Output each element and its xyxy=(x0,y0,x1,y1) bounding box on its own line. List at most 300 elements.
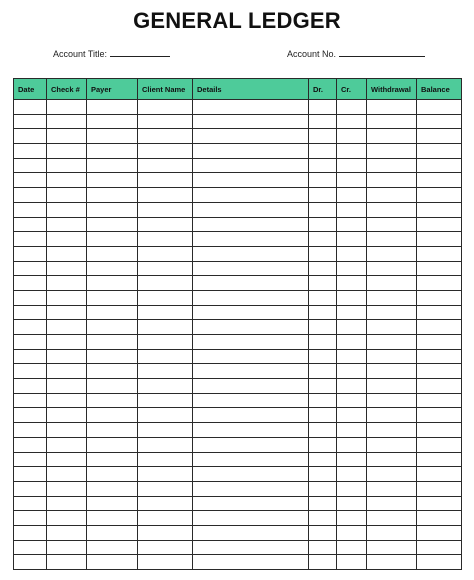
table-cell[interactable] xyxy=(14,496,47,511)
table-cell[interactable] xyxy=(193,555,309,570)
table-cell[interactable] xyxy=(417,188,462,203)
table-cell[interactable] xyxy=(138,481,193,496)
table-cell[interactable] xyxy=(309,246,337,261)
table-row xyxy=(14,481,462,496)
table-cell[interactable] xyxy=(138,437,193,452)
table-cell[interactable] xyxy=(193,540,309,555)
table-cell[interactable] xyxy=(14,364,47,379)
table-cell[interactable] xyxy=(367,202,417,217)
table-cell[interactable] xyxy=(309,158,337,173)
table-cell[interactable] xyxy=(337,496,367,511)
table-cell[interactable] xyxy=(138,525,193,540)
table-cell[interactable] xyxy=(14,246,47,261)
table-cell[interactable] xyxy=(337,423,367,438)
table-cell[interactable] xyxy=(367,320,417,335)
table-cell[interactable] xyxy=(138,144,193,159)
table-cell[interactable] xyxy=(367,452,417,467)
table-cell[interactable] xyxy=(47,217,87,232)
table-cell[interactable] xyxy=(309,188,337,203)
table-row xyxy=(14,261,462,276)
table-cell[interactable] xyxy=(337,379,367,394)
table-cell[interactable] xyxy=(367,144,417,159)
table-cell[interactable] xyxy=(87,129,138,144)
table-cell[interactable] xyxy=(193,437,309,452)
table-cell[interactable] xyxy=(14,158,47,173)
table-cell[interactable] xyxy=(87,540,138,555)
table-cell[interactable] xyxy=(47,129,87,144)
table-row xyxy=(14,540,462,555)
table-cell[interactable] xyxy=(193,481,309,496)
table-cell[interactable] xyxy=(309,173,337,188)
table-cell[interactable] xyxy=(47,540,87,555)
table-cell[interactable] xyxy=(47,525,87,540)
table-cell[interactable] xyxy=(367,481,417,496)
table-row xyxy=(14,129,462,144)
table-cell[interactable] xyxy=(417,408,462,423)
table-cell[interactable] xyxy=(337,246,367,261)
table-cell[interactable] xyxy=(87,188,138,203)
table-cell[interactable] xyxy=(87,173,138,188)
table-cell[interactable] xyxy=(14,467,47,482)
table-cell[interactable] xyxy=(367,555,417,570)
table-cell[interactable] xyxy=(367,246,417,261)
table-cell[interactable] xyxy=(138,511,193,526)
table-cell[interactable] xyxy=(47,555,87,570)
table-cell[interactable] xyxy=(14,129,47,144)
table-cell[interactable] xyxy=(14,452,47,467)
table-cell[interactable] xyxy=(138,408,193,423)
table-cell[interactable] xyxy=(47,320,87,335)
table-cell[interactable] xyxy=(14,437,47,452)
table-cell[interactable] xyxy=(417,467,462,482)
table-cell[interactable] xyxy=(138,290,193,305)
table-cell[interactable] xyxy=(193,232,309,247)
table-cell[interactable] xyxy=(138,496,193,511)
table-cell[interactable] xyxy=(14,144,47,159)
table-cell[interactable] xyxy=(193,393,309,408)
table-cell[interactable] xyxy=(367,496,417,511)
table-cell[interactable] xyxy=(309,276,337,291)
table-cell[interactable] xyxy=(138,276,193,291)
table-cell[interactable] xyxy=(138,305,193,320)
table-cell[interactable] xyxy=(193,114,309,129)
table-cell[interactable] xyxy=(417,173,462,188)
table-cell[interactable] xyxy=(87,232,138,247)
table-cell[interactable] xyxy=(87,481,138,496)
table-row xyxy=(14,100,462,115)
table-cell[interactable] xyxy=(14,335,47,350)
table-cell[interactable] xyxy=(367,173,417,188)
table-cell[interactable] xyxy=(309,202,337,217)
table-cell[interactable] xyxy=(14,217,47,232)
account-no-blank[interactable] xyxy=(339,47,425,57)
table-cell[interactable] xyxy=(87,202,138,217)
table-cell[interactable] xyxy=(337,276,367,291)
table-cell[interactable] xyxy=(367,114,417,129)
table-cell[interactable] xyxy=(193,335,309,350)
table-cell[interactable] xyxy=(87,467,138,482)
table-cell[interactable] xyxy=(193,100,309,115)
table-cell[interactable] xyxy=(337,290,367,305)
table-cell[interactable] xyxy=(138,555,193,570)
table-cell[interactable] xyxy=(47,408,87,423)
table-cell[interactable] xyxy=(138,349,193,364)
table-cell[interactable] xyxy=(337,408,367,423)
table-cell[interactable] xyxy=(367,100,417,115)
table-cell[interactable] xyxy=(14,202,47,217)
table-cell[interactable] xyxy=(309,525,337,540)
table-cell[interactable] xyxy=(417,232,462,247)
table-cell[interactable] xyxy=(367,423,417,438)
table-cell[interactable] xyxy=(193,202,309,217)
table-cell[interactable] xyxy=(337,393,367,408)
table-cell[interactable] xyxy=(193,129,309,144)
table-cell[interactable] xyxy=(417,217,462,232)
table-cell[interactable] xyxy=(309,335,337,350)
table-cell[interactable] xyxy=(193,408,309,423)
table-cell[interactable] xyxy=(309,437,337,452)
table-cell[interactable] xyxy=(417,320,462,335)
table-cell[interactable] xyxy=(309,393,337,408)
table-cell[interactable] xyxy=(14,511,47,526)
table-cell[interactable] xyxy=(337,525,367,540)
table-cell[interactable] xyxy=(47,232,87,247)
table-cell[interactable] xyxy=(367,437,417,452)
table-cell[interactable] xyxy=(14,481,47,496)
table-cell[interactable] xyxy=(367,290,417,305)
table-cell[interactable] xyxy=(14,261,47,276)
table-cell[interactable] xyxy=(14,276,47,291)
table-cell[interactable] xyxy=(14,305,47,320)
table-cell[interactable] xyxy=(193,173,309,188)
table-cell[interactable] xyxy=(87,305,138,320)
table-cell[interactable] xyxy=(87,393,138,408)
account-title-blank[interactable] xyxy=(110,47,170,57)
table-cell[interactable] xyxy=(47,393,87,408)
table-cell[interactable] xyxy=(138,452,193,467)
table-cell[interactable] xyxy=(47,437,87,452)
table-cell[interactable] xyxy=(14,555,47,570)
table-cell[interactable] xyxy=(309,114,337,129)
table-cell[interactable] xyxy=(417,129,462,144)
table-cell[interactable] xyxy=(367,364,417,379)
table-cell[interactable] xyxy=(193,467,309,482)
table-cell[interactable] xyxy=(138,114,193,129)
table-cell[interactable] xyxy=(87,144,138,159)
table-cell[interactable] xyxy=(309,481,337,496)
table-cell[interactable] xyxy=(87,158,138,173)
table-cell[interactable] xyxy=(367,467,417,482)
table-cell[interactable] xyxy=(87,496,138,511)
table-cell[interactable] xyxy=(14,173,47,188)
table-cell[interactable] xyxy=(14,393,47,408)
table-cell[interactable] xyxy=(138,217,193,232)
table-cell[interactable] xyxy=(309,496,337,511)
table-cell[interactable] xyxy=(87,114,138,129)
table-cell[interactable] xyxy=(309,511,337,526)
table-cell[interactable] xyxy=(87,423,138,438)
table-cell[interactable] xyxy=(337,217,367,232)
table-cell[interactable] xyxy=(193,261,309,276)
table-cell[interactable] xyxy=(14,290,47,305)
table-cell[interactable] xyxy=(309,467,337,482)
table-cell[interactable] xyxy=(367,276,417,291)
table-cell[interactable] xyxy=(417,158,462,173)
table-cell[interactable] xyxy=(417,276,462,291)
table-cell[interactable] xyxy=(47,100,87,115)
table-cell[interactable] xyxy=(367,408,417,423)
table-cell[interactable] xyxy=(138,423,193,438)
table-cell[interactable] xyxy=(337,437,367,452)
table-cell[interactable] xyxy=(193,144,309,159)
table-cell[interactable] xyxy=(193,188,309,203)
table-cell[interactable] xyxy=(309,261,337,276)
table-row xyxy=(14,467,462,482)
table-cell[interactable] xyxy=(309,100,337,115)
table-cell[interactable] xyxy=(14,349,47,364)
table-cell[interactable] xyxy=(193,290,309,305)
table-cell[interactable] xyxy=(47,276,87,291)
table-cell[interactable] xyxy=(87,452,138,467)
table-cell[interactable] xyxy=(417,364,462,379)
table-cell[interactable] xyxy=(417,555,462,570)
table-cell[interactable] xyxy=(138,261,193,276)
table-cell[interactable] xyxy=(47,379,87,394)
table-cell[interactable] xyxy=(87,276,138,291)
table-cell[interactable] xyxy=(47,467,87,482)
table-cell[interactable] xyxy=(417,202,462,217)
table-cell[interactable] xyxy=(337,305,367,320)
table-cell[interactable] xyxy=(367,188,417,203)
table-cell[interactable] xyxy=(367,379,417,394)
table-cell[interactable] xyxy=(193,379,309,394)
table-cell[interactable] xyxy=(337,173,367,188)
table-cell[interactable] xyxy=(309,129,337,144)
table-cell[interactable] xyxy=(337,144,367,159)
table-cell[interactable] xyxy=(47,173,87,188)
table-cell[interactable] xyxy=(417,144,462,159)
table-cell[interactable] xyxy=(47,246,87,261)
table-cell[interactable] xyxy=(138,467,193,482)
table-cell[interactable] xyxy=(417,423,462,438)
table-cell[interactable] xyxy=(417,305,462,320)
table-cell[interactable] xyxy=(47,349,87,364)
table-cell[interactable] xyxy=(309,379,337,394)
table-cell[interactable] xyxy=(87,525,138,540)
table-cell[interactable] xyxy=(193,320,309,335)
table-cell[interactable] xyxy=(138,393,193,408)
table-cell[interactable] xyxy=(138,364,193,379)
table-cell[interactable] xyxy=(87,379,138,394)
table-cell[interactable] xyxy=(309,320,337,335)
table-cell[interactable] xyxy=(193,217,309,232)
table-cell[interactable] xyxy=(367,158,417,173)
table-cell[interactable] xyxy=(138,540,193,555)
table-cell[interactable] xyxy=(337,364,367,379)
table-cell[interactable] xyxy=(337,188,367,203)
table-cell[interactable] xyxy=(337,100,367,115)
table-cell[interactable] xyxy=(47,481,87,496)
account-title-label: Account Title: xyxy=(53,49,108,59)
table-cell[interactable] xyxy=(14,114,47,129)
table-cell[interactable] xyxy=(138,232,193,247)
table-cell[interactable] xyxy=(193,276,309,291)
table-cell[interactable] xyxy=(367,335,417,350)
table-cell[interactable] xyxy=(337,481,367,496)
table-cell[interactable] xyxy=(367,511,417,526)
table-cell[interactable] xyxy=(309,232,337,247)
table-cell[interactable] xyxy=(87,511,138,526)
table-cell[interactable] xyxy=(87,364,138,379)
table-cell[interactable] xyxy=(14,408,47,423)
table-cell[interactable] xyxy=(337,202,367,217)
table-cell[interactable] xyxy=(309,423,337,438)
table-cell[interactable] xyxy=(138,188,193,203)
table-cell[interactable] xyxy=(367,349,417,364)
table-cell[interactable] xyxy=(47,305,87,320)
table-cell[interactable] xyxy=(47,423,87,438)
table-cell[interactable] xyxy=(309,555,337,570)
table-cell[interactable] xyxy=(47,261,87,276)
table-cell[interactable] xyxy=(337,467,367,482)
table-cell[interactable] xyxy=(14,188,47,203)
table-cell[interactable] xyxy=(417,335,462,350)
table-cell[interactable] xyxy=(138,173,193,188)
table-cell[interactable] xyxy=(417,290,462,305)
table-cell[interactable] xyxy=(47,158,87,173)
table-row xyxy=(14,173,462,188)
table-cell[interactable] xyxy=(309,349,337,364)
table-cell[interactable] xyxy=(193,511,309,526)
table-cell[interactable] xyxy=(309,452,337,467)
table-cell[interactable] xyxy=(138,320,193,335)
table-cell[interactable] xyxy=(87,408,138,423)
table-cell[interactable] xyxy=(417,393,462,408)
table-cell[interactable] xyxy=(417,481,462,496)
table-cell[interactable] xyxy=(367,525,417,540)
table-cell[interactable] xyxy=(417,349,462,364)
table-cell[interactable] xyxy=(193,496,309,511)
table-cell[interactable] xyxy=(193,452,309,467)
table-cell[interactable] xyxy=(193,158,309,173)
table-cell[interactable] xyxy=(309,290,337,305)
table-cell[interactable] xyxy=(138,246,193,261)
table-cell[interactable] xyxy=(87,100,138,115)
table-cell[interactable] xyxy=(193,349,309,364)
table-cell[interactable] xyxy=(14,525,47,540)
table-cell[interactable] xyxy=(417,496,462,511)
table-cell[interactable] xyxy=(309,540,337,555)
table-cell[interactable] xyxy=(367,129,417,144)
table-cell[interactable] xyxy=(14,540,47,555)
table-cell[interactable] xyxy=(337,555,367,570)
table-cell[interactable] xyxy=(87,261,138,276)
table-cell[interactable] xyxy=(47,114,87,129)
table-cell[interactable] xyxy=(138,158,193,173)
table-cell[interactable] xyxy=(47,364,87,379)
table-cell[interactable] xyxy=(138,379,193,394)
table-cell[interactable] xyxy=(337,540,367,555)
table-cell[interactable] xyxy=(417,452,462,467)
table-cell[interactable] xyxy=(309,144,337,159)
table-cell[interactable] xyxy=(337,335,367,350)
table-cell[interactable] xyxy=(337,232,367,247)
table-cell[interactable] xyxy=(337,261,367,276)
table-cell[interactable] xyxy=(14,320,47,335)
table-cell[interactable] xyxy=(87,349,138,364)
table-cell[interactable] xyxy=(47,202,87,217)
table-cell[interactable] xyxy=(138,202,193,217)
table-cell[interactable] xyxy=(87,246,138,261)
table-cell[interactable] xyxy=(47,452,87,467)
table-cell[interactable] xyxy=(87,290,138,305)
table-cell[interactable] xyxy=(47,144,87,159)
table-cell[interactable] xyxy=(417,100,462,115)
table-cell[interactable] xyxy=(138,335,193,350)
table-cell[interactable] xyxy=(417,511,462,526)
table-cell[interactable] xyxy=(337,452,367,467)
table-cell[interactable] xyxy=(367,305,417,320)
table-cell[interactable] xyxy=(417,379,462,394)
table-cell[interactable] xyxy=(337,349,367,364)
table-row xyxy=(14,276,462,291)
table-cell[interactable] xyxy=(47,511,87,526)
table-cell[interactable] xyxy=(47,496,87,511)
table-cell[interactable] xyxy=(138,129,193,144)
table-cell[interactable] xyxy=(309,217,337,232)
table-cell[interactable] xyxy=(417,114,462,129)
table-cell[interactable] xyxy=(14,232,47,247)
table-cell[interactable] xyxy=(138,100,193,115)
table-cell[interactable] xyxy=(367,393,417,408)
table-cell[interactable] xyxy=(47,335,87,350)
table-cell[interactable] xyxy=(193,305,309,320)
table-cell[interactable] xyxy=(193,364,309,379)
table-cell[interactable] xyxy=(193,423,309,438)
table-cell[interactable] xyxy=(337,129,367,144)
table-cell[interactable] xyxy=(87,335,138,350)
table-cell[interactable] xyxy=(337,320,367,335)
table-cell[interactable] xyxy=(14,423,47,438)
table-cell[interactable] xyxy=(14,379,47,394)
table-cell[interactable] xyxy=(87,437,138,452)
table-cell[interactable] xyxy=(309,408,337,423)
table-cell[interactable] xyxy=(367,540,417,555)
table-cell[interactable] xyxy=(87,555,138,570)
table-cell[interactable] xyxy=(417,437,462,452)
table-cell[interactable] xyxy=(47,188,87,203)
table-cell[interactable] xyxy=(417,540,462,555)
table-cell[interactable] xyxy=(417,525,462,540)
table-row xyxy=(14,525,462,540)
table-cell[interactable] xyxy=(337,511,367,526)
table-cell[interactable] xyxy=(47,290,87,305)
table-cell[interactable] xyxy=(367,217,417,232)
table-cell[interactable] xyxy=(367,232,417,247)
table-cell[interactable] xyxy=(337,114,367,129)
table-cell[interactable] xyxy=(417,261,462,276)
table-cell[interactable] xyxy=(87,320,138,335)
table-cell[interactable] xyxy=(417,246,462,261)
table-cell[interactable] xyxy=(367,261,417,276)
table-cell[interactable] xyxy=(337,158,367,173)
table-cell[interactable] xyxy=(87,217,138,232)
table-cell[interactable] xyxy=(309,364,337,379)
table-cell[interactable] xyxy=(193,246,309,261)
table-cell[interactable] xyxy=(193,525,309,540)
table-cell[interactable] xyxy=(309,305,337,320)
table-cell[interactable] xyxy=(14,100,47,115)
